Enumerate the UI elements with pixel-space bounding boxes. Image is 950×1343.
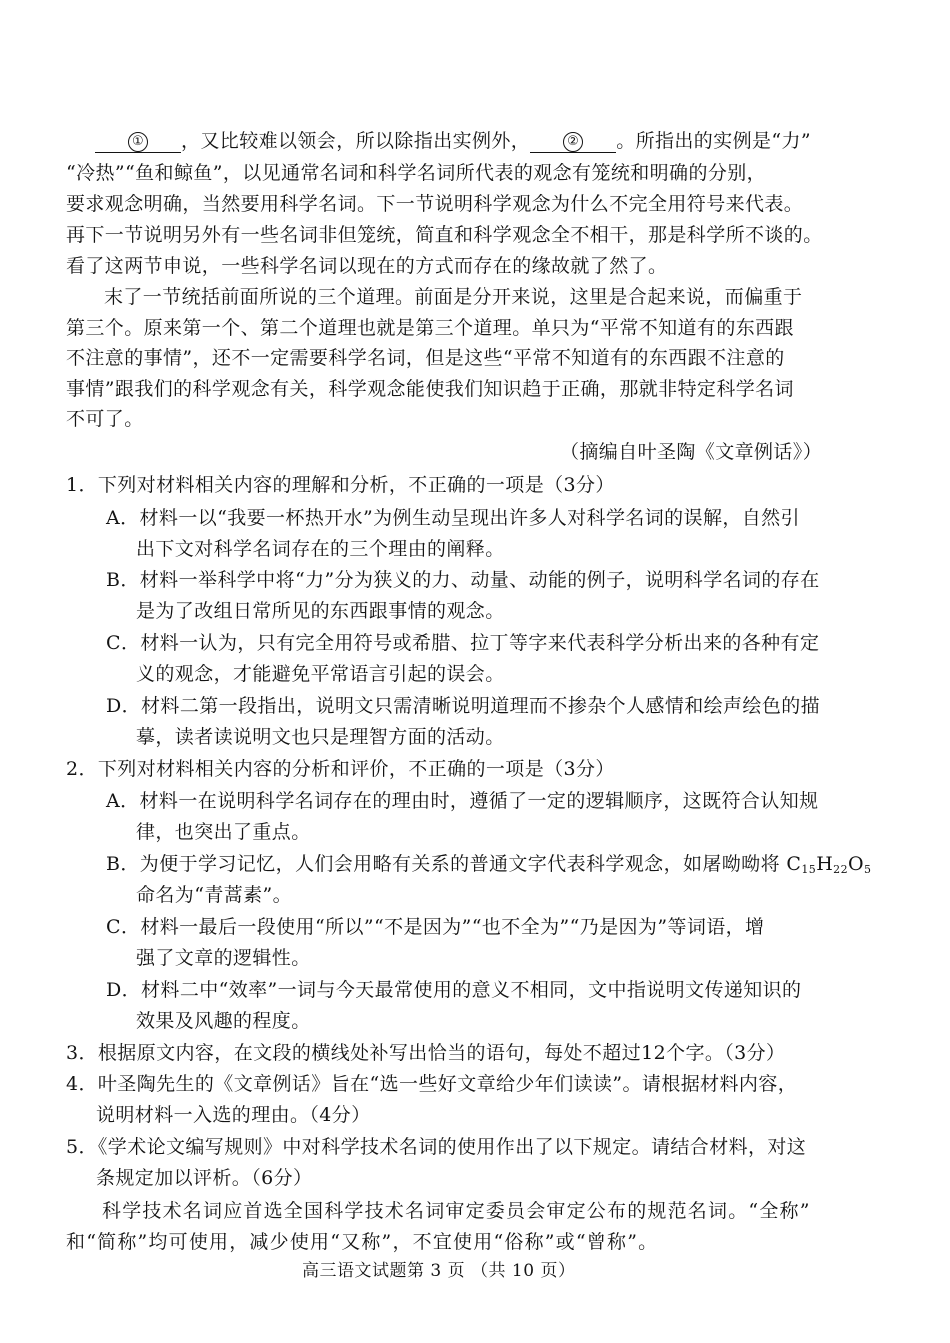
question-4-stem: 4．叶圣陶先生的《文章例话》旨在“选一些好文章给少年们读读”。请根据材料内容， [66,1073,798,1095]
paragraph-line: 要求观念明确，当然要用科学名词。下一节说明科学观念为什么不完全用符号来代表。 [66,193,804,215]
question-3-stem: 3．根据原文内容，在文段的横线处补写出恰当的语句，每处不超过12个字。（3分） [66,1042,786,1064]
q1-option-a: A．材料一以“我要一杯热开水”为例生动呈现出许多人对科学名词的误解，自然引 [106,507,800,529]
question-1-stem: 1．下列对材料相关内容的理解和分析，不正确的一项是（3分） [66,474,615,496]
question-5-stem: 5．《学术论文编写规则》中对科学技术名词的使用作出了以下规定。请结合材料，对这 [66,1136,807,1158]
question-4-stem-cont: 说明材料一入选的理由。（4分） [96,1104,371,1126]
source-citation: （摘编自叶圣陶《文章例话》） [560,441,823,463]
chemical-formula: $C_{15}H_{22}O_5$ [786,853,872,876]
regulation-quote-cont: 和“简称”均可使用，减少使用“又称”，不宜使用“俗称”或“曾称”。 [66,1231,659,1253]
q1-option-b: B．材料一举科学中将“力”分为狭义的力、动量、动能的例子，说明科学名词的存在 [106,569,820,591]
paragraph-line: 不注意的事情”，还不一定需要科学名词，但是这些“平常不知道有的东西跟不注意的 [66,347,785,369]
fill-blank-2[interactable]: ② [530,130,616,153]
q2-option-c: C．材料一最后一段使用“所以”“不是因为”“也不全为”“乃是因为”等词语，增 [106,916,765,938]
q2-option-c-cont: 强了文章的逻辑性。 [136,947,311,969]
paragraph-line: ① ，又比较难以领会，所以除指出实例外， ② 。所指出的实例是“力” [95,128,811,154]
question-2-stem: 2．下列对材料相关内容的分析和评价，不正确的一项是（3分） [66,758,615,780]
fill-blank-1[interactable]: ① [95,130,181,153]
paragraph-line: “冷热”“鱼和鲸鱼”，以见通常名词和科学名词所代表的观念有笼统和明确的分别， [66,162,767,184]
q1-option-d-cont: 摹，读者读说明文也只是理智方面的活动。 [136,726,505,748]
q2-option-b-cont: 命名为“青蒿素”。 [136,884,293,906]
q1-option-c: C．材料一认为，只有完全用符号或希腊、拉丁等字来代表科学分析出来的各种有定 [106,632,820,654]
q2-option-d: D．材料二中“效率”一词与今天最常使用的意义不相同，文中指说明文传递知识的 [106,979,802,1001]
question-5-stem-cont: 条规定加以评析。（6分） [96,1167,313,1189]
q2-option-b: B．为便于学习记忆，人们会用略有关系的普通文字代表科学观念，如屠呦呦将 $C_{15}H_{22}O_5$ [106,853,872,876]
paragraph-line: 再下一节说明另外有一些名词非但笼统，简直和科学观念全不相干，那是科学所不谈的。 [66,224,823,246]
page-footer: 高三语文试题第 3 页 （共 10 页） [302,1261,576,1281]
paragraph-line: 不可了。 [66,408,144,430]
paragraph-line: 看了这两节申说，一些科学名词以现在的方式而存在的缘故就了然了。 [66,255,668,277]
q2-option-d-cont: 效果及风趣的程度。 [136,1010,311,1032]
paragraph-line: 第三个。原来第一个、第二个道理也就是第三个道理。单只为“平常不知道有的东西跟 [66,317,794,339]
q1-option-b-cont: 是为了改组日常所见的东西跟事情的观念。 [136,600,505,622]
paragraph-line: 末了一节统括前面所说的三个道理。前面是分开来说，这里是合起来说，而偏重于 [104,286,803,308]
q1-option-d: D．材料二第一段指出，说明文只需清晰说明道理而不掺杂个人感情和绘声绘色的描 [106,695,821,717]
regulation-quote: 科学技术名词应首选全国科学技术名词审定委员会审定公布的规范名词。“全称” [102,1200,811,1222]
q2-option-a: A．材料一在说明科学名词存在的理由时，遵循了一定的逻辑顺序，这既符合认知规 [106,790,819,812]
q1-option-c-cont: 义的观念，才能避免平常语言引起的误会。 [136,663,505,685]
q1-option-a-cont: 出下文对科学名词存在的三个理由的阐释。 [136,538,505,560]
q2-option-a-cont: 律，也突出了重点。 [136,821,311,843]
paragraph-line: 事情”跟我们的科学观念有关，科学观念能使我们知识趋于正确，那就非特定科学名词 [66,378,794,400]
